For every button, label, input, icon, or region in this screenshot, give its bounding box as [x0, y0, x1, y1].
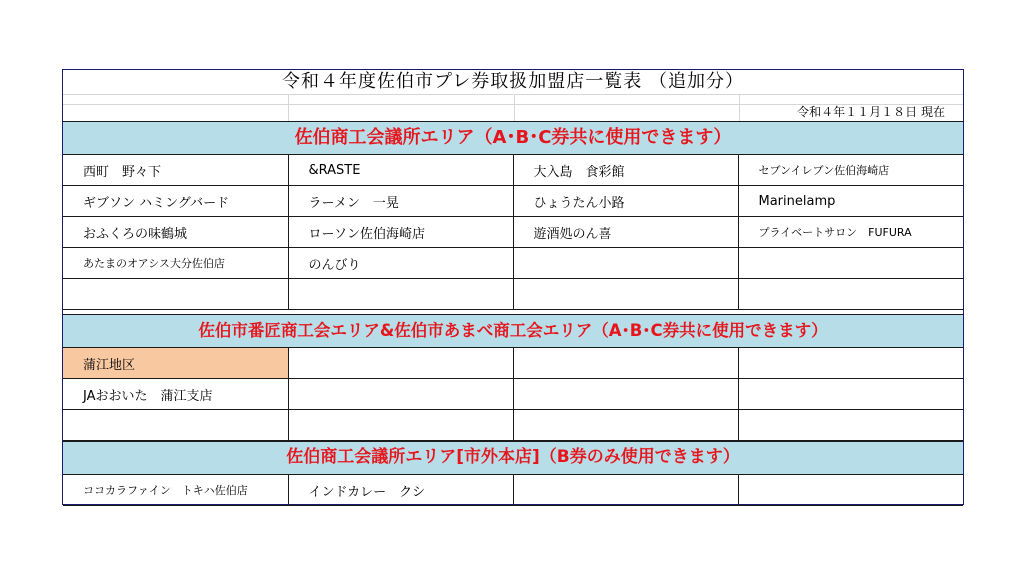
- store-cell: プライベートサロン FUFURA: [738, 217, 963, 248]
- store-cell: インドカレー クシ: [288, 475, 513, 506]
- gridline: [514, 94, 515, 121]
- table-row: [63, 248, 963, 279]
- blank-cell: [513, 279, 738, 310]
- store-cell: 遊酒処のん喜: [513, 217, 738, 248]
- store-cell: セブンイレブン佐伯海崎店: [738, 155, 963, 186]
- store-cell: [738, 475, 963, 506]
- table-row-blank: [63, 410, 963, 441]
- blank-cell: [288, 410, 513, 441]
- section-heading-banjo-amabe: 佐伯市番匠商工会エリア&佐伯市あまべ商工会エリア（A･B･C券共に使用できます）: [63, 314, 963, 348]
- gridline: [63, 94, 963, 95]
- store-cell: のんびり: [288, 248, 513, 279]
- table-row: [63, 186, 963, 217]
- store-cell: [738, 379, 963, 410]
- store-table-saiki-chamber: [63, 154, 963, 310]
- store-table-banjo-amabe: [63, 347, 963, 441]
- table-row: [63, 348, 963, 379]
- store-cell: JAおおいた 蒲江支店: [63, 379, 288, 410]
- blank-cell: [513, 410, 738, 441]
- table-row: [63, 155, 963, 186]
- store-cell: &RASTE: [288, 155, 513, 186]
- store-cell: ひょうたん小路: [513, 186, 738, 217]
- store-cell: [738, 248, 963, 279]
- table-row: [63, 475, 963, 506]
- store-cell: [513, 379, 738, 410]
- store-cell: あたまのオアシス大分佐伯店: [63, 248, 288, 279]
- store-table-outside-city: [63, 474, 963, 506]
- store-cell: [513, 348, 738, 379]
- store-cell: [513, 248, 738, 279]
- blank-cell: [738, 410, 963, 441]
- store-cell: ギブソン ハミングバード: [63, 186, 288, 217]
- document-title: 令和４年度佐伯市プレ券取扱加盟店一覧表 （追加分）: [282, 71, 744, 92]
- store-cell: ラーメン 一晃: [288, 186, 513, 217]
- store-cell: Marinelamp: [738, 186, 963, 217]
- gridline: [739, 94, 740, 121]
- blank-cell: [63, 410, 288, 441]
- blank-cell: [738, 279, 963, 310]
- store-cell: 大入島 食彩館: [513, 155, 738, 186]
- store-cell: 西町 野々下: [63, 155, 288, 186]
- store-cell: [288, 348, 513, 379]
- table-row-blank: [63, 279, 963, 310]
- store-cell: [513, 475, 738, 506]
- section-heading-outside-city: 佐伯商工会議所エリア[市外本店]（B券のみ使用できます）: [63, 441, 963, 475]
- blank-cell: [63, 279, 288, 310]
- store-cell: [738, 348, 963, 379]
- as-of-date: 令和４年１１月１８日 現在: [797, 105, 945, 119]
- table-row: [63, 379, 963, 410]
- section-heading-saiki-chamber: 佐伯商工会議所エリア（A･B･C券共に使用できます）: [63, 121, 963, 155]
- blank-cell: [288, 279, 513, 310]
- store-cell: ローソン佐伯海崎店: [288, 217, 513, 248]
- table-row: [63, 217, 963, 248]
- store-cell: ココカラファイン トキハ佐伯店: [63, 475, 288, 506]
- gridline: [288, 94, 289, 121]
- store-list-sheet: [62, 69, 964, 505]
- district-cell: 蒲江地区: [63, 348, 288, 379]
- store-cell: おふくろの味鶴城: [63, 217, 288, 248]
- store-cell: [288, 379, 513, 410]
